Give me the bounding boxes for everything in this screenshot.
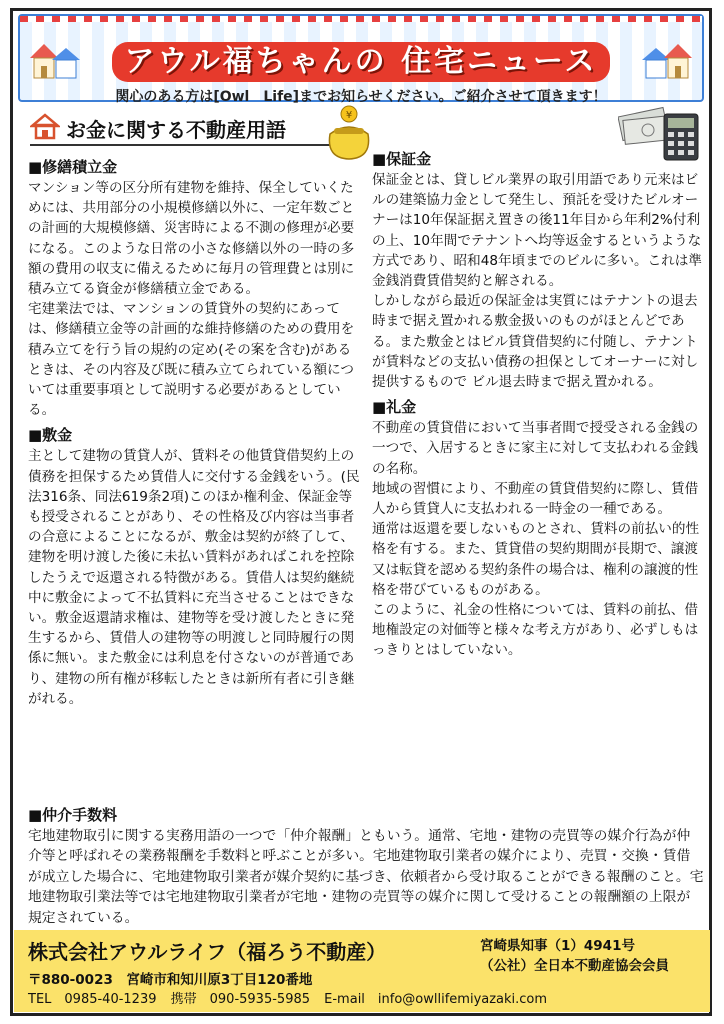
key-money-text: 不動産の賃貸借において当事者間で授受される金銭の一つで、入居するときに家主に対して支払われる金銭の名称。 <box>372 420 699 477</box>
guarantee-money-heading: ■保証金 <box>372 150 432 168</box>
guarantee-money-text: 保証金とは、貸しビル業界の取引用語であり元来はビルの建築協力金として発生し、預託を受けたビルオーナーは10年保証据え置きの後11年目から年利2%付利の上、10年間でテナントへ均等返金するというような方式であり、昭和48年頃までのビルに多い。これは準金銭消費賃借契約と解される。 <box>372 172 702 290</box>
svg-text:¥: ¥ <box>345 110 353 121</box>
contact-info <box>28 988 557 1007</box>
house-illustration-icon <box>640 38 696 82</box>
deposit-heading: ■敷金 <box>28 426 73 445</box>
house-icon <box>30 112 60 140</box>
section-heading <box>30 110 360 146</box>
license-number: 宮崎県知事（1）4941号 <box>480 938 635 954</box>
company-name: 株式会社アウルライフ（福ろう不動産） <box>28 940 387 964</box>
key-money-text: 通常は返還を要しないものとされ、賃料の前払い的性格を有する。また、賃貸借の契約期間が長期で、譲渡又は転貸を認める契約条件の場合は、権利の譲渡的性格を帯びているものがある。 <box>372 521 700 598</box>
address: 〒880-0023 宮崎市和知川原3丁目120番地 <box>28 972 313 988</box>
brokerage-fee-section <box>28 800 704 928</box>
left-column <box>28 152 360 709</box>
email-address[interactable]: E-mail info@owllifemiyazaki.com <box>324 992 548 1007</box>
association-membership: （公社）全日本不動産協会会員 <box>480 958 669 974</box>
mobile-number: 携帯 090-5935-5985 <box>170 992 311 1007</box>
key-money-text: 地域の習慣により、不動産の賃貸借契約に際し、賃借人から賃貸人に支払われる一時金の一種である。 <box>372 480 699 518</box>
footer <box>14 930 710 1012</box>
right-column <box>372 144 702 661</box>
newsletter-title: アウル福ちゃんの 住宅ニュース <box>112 42 610 82</box>
repair-reserve-heading: ■修繕積立金 <box>28 158 118 176</box>
house-illustration-icon <box>26 38 82 82</box>
banner-subtitle: 関心のある方は[Owl Life]までお知らせください。ご紹介させて頂きます！ <box>115 89 607 105</box>
brokerage-fee-text: 宅地建物取引に関する実務用語の一つで「仲介報酬」ともいう。通常、宅地・建物の売買等の媒介行為が仲介等と呼ばれその業務報酬を手数料と呼ぶことが多い。宅地建物取引業者の媒介により、売買・交換・賃借が成立した場合に、宅地建物取引業者が媒介契約に基づき、依頼者から受け取ることができる報酬のこと。宅地建物取引業法等では宅地建物取引業者が宅地・建物の売買等の媒介に関して受けることの報酬額の上限が規定されている。 <box>28 828 704 926</box>
license-info <box>480 936 669 976</box>
deposit-text: 主として建物の賃貸人が、賃料その他賃貸借契約上の債務を担保するため賃借人に交付する金銭をいう。(民法316条、同法619条2項)このほか権利金、保証金等も授受されることがあり、その性格及び内容は当事者の合意によることになるが、敷金は契約が終了して、建物を明け渡した後に未払い賃料があればこれを控除したうえで返還される特徴がある。賃借人は契約継続中に敷金によって不払賃料に充当させることはできない。敷金返還請求権は、建物等を受け渡したときに発生するから、賃借人の建物等の明渡しと同時履行の関係に無い。また敷金には利息を付さないのが普通であり、建物の所有権が移転したときは新所有者に引き継がれる。 <box>28 448 360 707</box>
repair-reserve-text: マンション等の区分所有建物を維持、保全していくためには、共用部分の小規模修繕以外に、一定年数ごとの計画的大規模修繕、災害時による不測の修理が必要になる。このような日常の小さな修繕以外の一時の多額の費用の収支に備えるために毎月の管理費とは別に積み立てる資金が修繕積立金である。 <box>28 180 355 298</box>
brokerage-fee-heading: ■仲介手数料 <box>28 806 118 824</box>
guarantee-money-text: しかしながら最近の保証金は実質にはテナントの退去時まで据え置かれる敷金扱いのものがほとんどである。また敷金とはビル賃貸借契約に付随し、テナントが賃料などの支払い債務の担保としてオーナーに対し提供するもので ビル退去時まで据え置かれる。 <box>372 293 699 391</box>
phone-number: TEL 0985-40-1239 <box>28 992 157 1007</box>
section-title: お金に関する不動産用語 <box>66 118 286 142</box>
key-money-heading: ■礼金 <box>372 398 417 417</box>
repair-reserve-text: 宅建業法では、マンションの賃貸外の契約にあっては、修繕積立金等の計画的な維持修繕のための費用を積み立てを行う旨の規約の定め(その案を含む)があるときは、その内容及び既に積み立てられている額については重要事項として説明する必要があるとしている。 <box>28 301 355 419</box>
banner-stripe <box>20 16 702 22</box>
header-banner <box>18 14 704 105</box>
key-money-text: このように、礼金の性格については、賃料の前払、借地権設定の対価等と様々な考え方があり、必ずしもはっきりとはしていない。 <box>372 602 699 659</box>
